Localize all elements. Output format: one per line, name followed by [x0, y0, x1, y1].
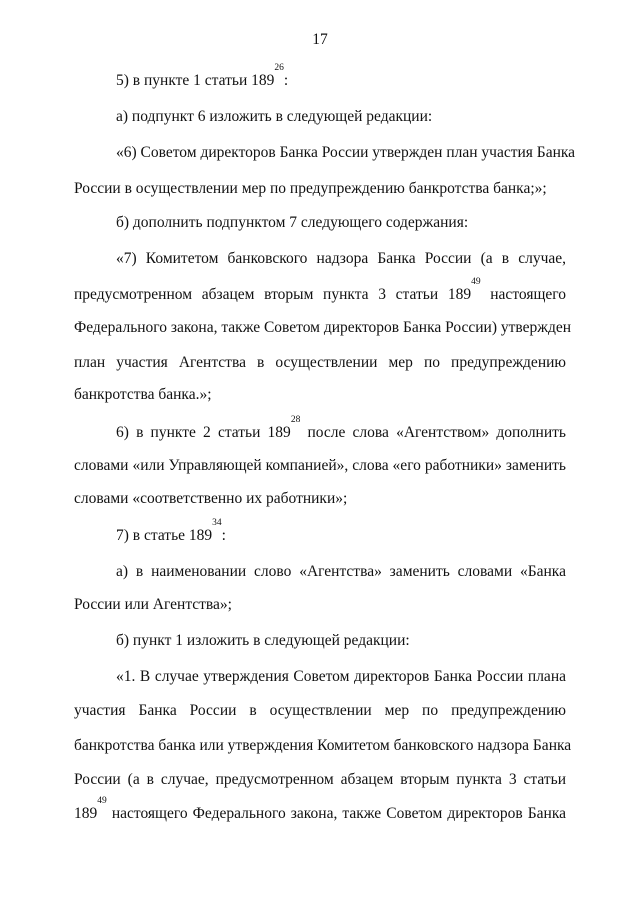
paragraph-line: предусмотренном абзацем вторым пункта 3 статьи $189^{49}$ настоящего — [74, 277, 567, 303]
paragraph-line: а) в наименовании слово «Агентства» заменить словами «Банка — [116, 563, 566, 580]
page-number: 17 — [312, 31, 328, 48]
paragraph-line: словами «соответственно их работники»; — [74, 490, 348, 507]
paragraph-line: Федерального закона, также Советом директоров Банка России) утвержден — [74, 319, 572, 336]
superscript: 49 — [97, 796, 107, 806]
paragraph-line: б) пункт 1 изложить в следующей редакции: — [116, 632, 410, 649]
paragraph-line: банкротства банка или утверждения Комитетом банковского надзора Банка — [74, 737, 572, 754]
paragraph-line: план участия Агентства в осуществлении мер по предупреждению — [74, 354, 566, 371]
paragraph-line: участия Банка России в осуществлении мер по предупреждению — [74, 702, 566, 719]
paragraph-line: «1. В случае утверждения Советом директоров Банка России плана — [116, 668, 566, 685]
paragraph-line: «6) Советом директоров Банка России утвержден план участия Банка — [116, 144, 576, 161]
superscript: 26 — [274, 63, 284, 73]
paragraph-line: «7) Комитетом банковского надзора Банка России (а в случае, — [116, 250, 566, 267]
superscript: 28 — [290, 415, 301, 425]
paragraph-line: России (а в случае, предусмотренном абзацем вторым пункта 3 статьи — [74, 771, 566, 788]
superscript: 34 — [212, 518, 222, 528]
paragraph-line: 5) в пункте 1 статьи $189^{26}$: — [116, 63, 289, 89]
paragraph-line: а) подпункт 6 изложить в следующей редакции: — [116, 108, 433, 125]
paragraph-line: словами «или Управляющей компанией», слова «его работники» заменить — [74, 457, 566, 474]
paragraph-line: России в осуществлении мер по предупреждению банкротства банка;»; — [74, 180, 547, 197]
paragraph-line: 7) в статье $189^{34}$: — [116, 518, 226, 544]
paragraph-line: $189^{49}$ настоящего Федерального закона, также Советом директоров Банка — [74, 796, 566, 822]
superscript: 49 — [471, 277, 481, 287]
paragraph-line: России или Агентства»; — [74, 596, 232, 613]
paragraph-line: б) дополнить подпунктом 7 следующего содержания: — [116, 214, 469, 231]
paragraph-line: банкротства банка.»; — [74, 386, 212, 403]
paragraph-line: 6) в пункте 2 статьи $189^{28}$ после слова «Агентством» дополнить — [116, 415, 566, 441]
